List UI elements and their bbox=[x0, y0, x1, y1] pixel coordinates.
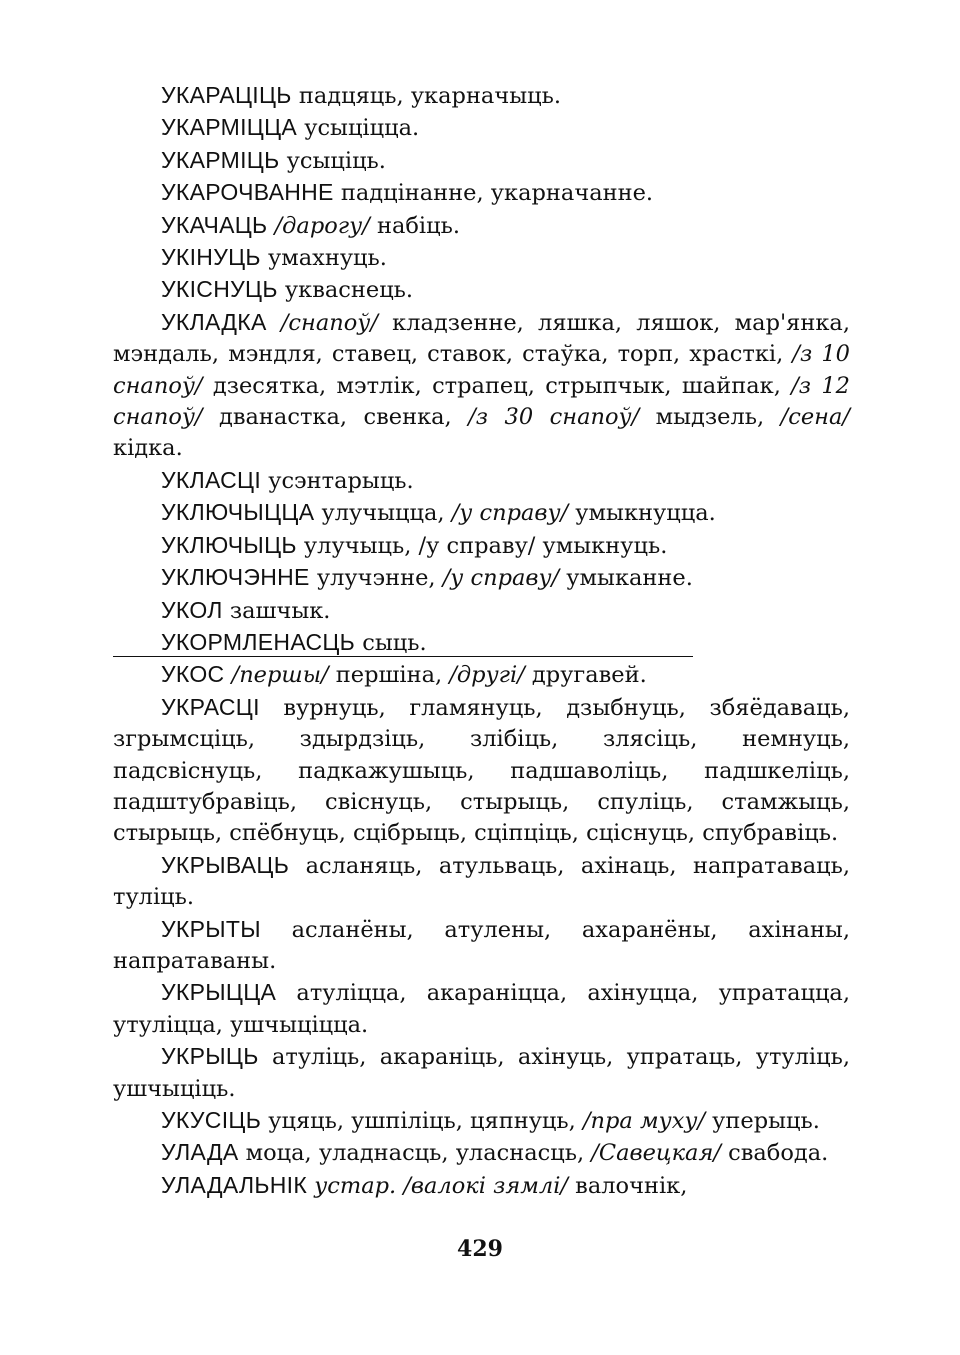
entry-headword: УЛАДА bbox=[161, 1139, 239, 1166]
dictionary-entry bbox=[113, 1105, 850, 1137]
entry-synonyms: падцяць, укарначыць. bbox=[291, 83, 562, 109]
entry-synonyms: вурнуць, гламянуць, дзыбнуць, збяёдаваць, згрымсціць, здырдзіць, злібіць, злясіць, немнуць, падсвіснуць, падкажушыць, падшаволіць, падшкеліць, падштубравіць, свіснуць, стырыць, спуліць, стамжыць, стырыць, спёбнуць, сцібрыць, сціпціць, сціснуць, спубравіць. bbox=[113, 694, 850, 847]
entry-synonyms: свабода. bbox=[720, 1140, 829, 1167]
entry-note: /сена/ bbox=[780, 404, 850, 431]
entry-synonyms: асланёны, атулены, ахаранёны, ахінаны, напратаваны. bbox=[113, 916, 850, 974]
dictionary-entry bbox=[113, 112, 850, 144]
entry-synonyms: зашчык. bbox=[222, 597, 331, 624]
entry-note: /валокі зямлі/ bbox=[403, 1172, 569, 1199]
entry-synonyms: усыціцца. bbox=[297, 115, 420, 142]
entry-headword: УКРЫВАЦЬ bbox=[161, 851, 290, 878]
entry-note: /пра муху/ bbox=[582, 1108, 706, 1134]
entry-note: /з 10 снапоў/ bbox=[113, 341, 850, 399]
entry-headword: УКАРМІЦЬ bbox=[161, 146, 280, 173]
entry-headword: УКАРОЧВАННЕ bbox=[161, 179, 334, 206]
entry-headword: УКЛЮЧЫЦЬ bbox=[161, 531, 297, 558]
entry-synonyms: умахнуць. bbox=[260, 245, 387, 272]
entry-note: /першы/ bbox=[231, 662, 329, 689]
entry-note: /снапоў/ bbox=[280, 309, 378, 336]
entry-synonyms: дванастка, свенка, bbox=[202, 404, 469, 431]
entry-synonyms: мыдзель, bbox=[639, 404, 781, 431]
entry-synonyms: уцяць, ушпіліць, цяпнуць, bbox=[261, 1108, 583, 1134]
dictionary-entry bbox=[113, 977, 850, 1041]
page-number: 429 bbox=[457, 1236, 503, 1262]
entry-synonyms: асланяць, атульваць, ахінаць, напратаваць, туліць. bbox=[113, 852, 850, 911]
entry-headword: УКАЧАЦЬ bbox=[161, 211, 268, 238]
entry-note: /дарогу/ bbox=[274, 212, 370, 239]
entry-synonyms bbox=[267, 213, 274, 239]
dictionary-entry bbox=[113, 1041, 850, 1105]
dictionary-entry bbox=[113, 659, 850, 691]
entry-synonyms: усэнтарыць. bbox=[261, 467, 414, 494]
entry-note: /з 12 снапоў/ bbox=[113, 372, 851, 431]
entry-headword: УЛАДАЛЬНІК bbox=[161, 1171, 308, 1198]
entry-headword: УКРЫЦЦА bbox=[161, 979, 277, 1006]
entry-headword: УКІСНУЦЬ bbox=[161, 276, 278, 303]
entry-synonyms: атуліцца, акараніцца, ахінуцца, упратацца, утуліцца, ушчыціцца. bbox=[113, 980, 850, 1038]
dictionary-entry bbox=[113, 562, 850, 594]
dictionary-entry bbox=[113, 530, 850, 562]
entry-headword: УКОС bbox=[161, 661, 225, 688]
dictionary-entry bbox=[113, 210, 850, 242]
entry-note: /у справу/ bbox=[442, 565, 560, 592]
dictionary-entry bbox=[113, 914, 850, 978]
dictionary-entry bbox=[113, 692, 850, 850]
entry-synonyms: умыкнуцца. bbox=[568, 500, 716, 527]
entry-synonyms: укваснець. bbox=[277, 277, 414, 304]
entry-synonyms: атуліць, акараніць, ахінуць, упратаць, утуліць, ушчыціць. bbox=[113, 1044, 850, 1102]
dictionary-entry bbox=[113, 465, 850, 497]
entry-synonyms: умыканне. bbox=[559, 565, 693, 592]
entry-headword: УКАРМІЦЦА bbox=[161, 114, 298, 141]
entry-synonyms: другавей. bbox=[524, 662, 647, 689]
entry-note: /Савецкая/ bbox=[591, 1140, 721, 1167]
entry-headword: УКЛАСЦІ bbox=[161, 466, 262, 493]
entry-synonyms: кідка. bbox=[113, 435, 183, 462]
entry-synonyms: валочнік, bbox=[568, 1172, 688, 1199]
dictionary-entry bbox=[113, 242, 850, 274]
dictionary-entry bbox=[113, 595, 850, 627]
entry-synonyms: сыць. bbox=[355, 629, 427, 656]
entry-synonyms: падцінанне, укарначанне. bbox=[333, 180, 654, 207]
entry-synonyms: усыціць. bbox=[279, 147, 386, 174]
entry-synonyms: улучыцца, bbox=[314, 500, 452, 527]
dictionary-entry bbox=[113, 1137, 850, 1169]
entry-note: /з 30 снапоў/ bbox=[468, 404, 640, 431]
entry-synonyms: першіна, bbox=[328, 662, 450, 689]
entry-synonyms: уперыць. bbox=[705, 1108, 820, 1134]
dictionary-entry bbox=[113, 274, 850, 306]
entry-headword: УКЛЮЧЫЦЦА bbox=[161, 499, 315, 526]
entry-note: /у справу/ bbox=[451, 500, 569, 527]
entry-headword: УКУСІЦЬ bbox=[161, 1107, 262, 1133]
entry-synonyms: моца, уладнасць, уласнасць, bbox=[238, 1140, 592, 1167]
dictionary-entry bbox=[113, 177, 850, 209]
dictionary-entry bbox=[113, 80, 850, 112]
entry-synonyms: улучэнне, bbox=[309, 565, 443, 592]
entry-headword: УКАРАЦІЦЬ bbox=[161, 82, 292, 108]
entry-headword: УКРЫТЫ bbox=[161, 915, 261, 942]
dictionary-entry bbox=[113, 145, 850, 177]
entry-headword: УКІНУЦЬ bbox=[161, 244, 261, 271]
entry-headword: УКРЫЦЬ bbox=[161, 1043, 259, 1070]
dictionary-text bbox=[113, 80, 850, 1202]
entry-headword: УКЛАДКА bbox=[161, 308, 267, 335]
entry-headword: УКОРМЛЕНАСЦЬ bbox=[161, 628, 356, 655]
dictionary-entry bbox=[113, 627, 850, 659]
entry-headword: УКОЛ bbox=[161, 596, 223, 623]
entry-synonyms: улучыць, /у справу/ умыкнуць. bbox=[296, 532, 668, 559]
entry-synonyms bbox=[224, 662, 231, 688]
dictionary-entry bbox=[113, 497, 850, 529]
entry-headword: УКЛЮЧЭННЕ bbox=[161, 564, 310, 591]
entry-headword: УКРАСЦІ bbox=[161, 693, 260, 720]
dictionary-entry bbox=[113, 307, 850, 465]
dictionary-entry bbox=[113, 850, 850, 914]
entry-synonyms: набіць. bbox=[369, 212, 460, 239]
entry-note: /другі/ bbox=[449, 662, 525, 689]
entry-synonyms bbox=[267, 310, 281, 336]
strike-rule bbox=[113, 656, 693, 657]
entry-synonyms: дзесятка, мэтлік, страпец, стрыпчык, шайпак, bbox=[202, 372, 792, 399]
dictionary-entry bbox=[113, 1170, 850, 1202]
entry-synonyms: кладзенне, ляшка, ляшок, мар'янка, мэндаль, мэндля, ставец, ставок, стаўка, торп, храсткі, bbox=[113, 309, 850, 368]
entry-note: устар. bbox=[314, 1172, 397, 1199]
